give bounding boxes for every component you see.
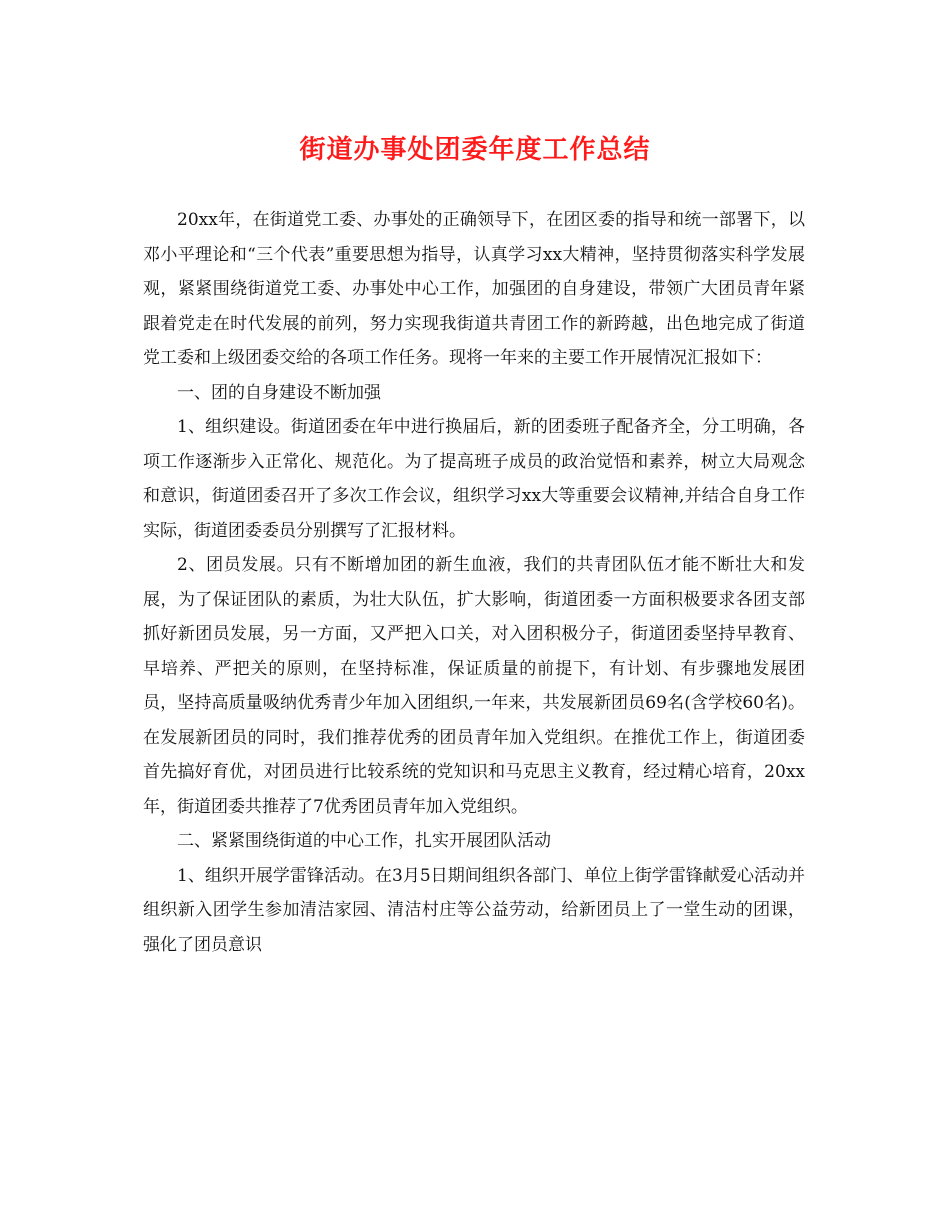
paragraph-organization: 1、组织建设。街道团委在年中进行换届后，新的团委班子配备齐全，分工明确，各项工作逐渐步入正常化、规范化。为了提高班子成员的政治觉悟和素养，树立大局观念和意识，街道团委召开了多次工作会议，组织学习xx大等重要会议精神,并结合自身工作实际，街道团委委员分别撰写了汇报材料。 [143,417,805,541]
paragraph-member-development: 2、团员发展。只有不断增加团的新生血液，我们的共青团队伍才能不断壮大和发展，为了保证团队的素质，为壮大队伍，扩大影响，街道团委一方面积极要求各团支部抓好新团员发展，另一方面，又严把入口关，对入团积极分子，街道团委坚持早教育、早培养、严把关的原则，在坚持标准，保证质量的前提下，有计划、有步骤地发展团员，坚持高质量吸纳优秀青少年加入团组织,一年来，共发展新团员69名(含学校60名)。在发展新团员的同时，我们推荐优秀的团员青年加入党组织。在推优工作上，街道团委首先搞好育优，对团员进行比较系统的党知识和马克思主义教育，经过精心培育，20xx年，街道团委共推荐了7优秀团员青年加入党组织。 [143,555,805,817]
paragraph-intro: 20xx年，在街道党工委、办事处的正确领导下，在团区委的指导和统一部署下，以邓小平理论和“三个代表”重要思想为指导，认真学习xx大精神，坚持贯彻落实科学发展观，紧紧围绕街道党工委、办事处中心工作，加强团的自身建设，带领广大团员青年紧跟着党走在时代发展的前列，努力实现我街道共青团工作的新跨越，出色地完成了街道党工委和上级团委交给的各项工作任务。现将一年来的主要工作开展情况汇报如下： [143,210,805,368]
document-body [143,203,805,962]
section-heading-1: 一、团的自身建设不断加强 [177,382,381,403]
section-heading-2: 二、紧紧围绕街道的中心工作，扎实开展团队活动 [177,831,551,851]
paragraph-leifeng-activity: 1、组织开展学雷锋活动。在3月5日期间组织各部门、单位上街学雷锋献爱心活动并组织新入团学生参加清洁家园、清洁村庄等公益劳动，给新团员上了一堂生动的团课，强化了团员意识 [143,865,805,955]
document-title: 街道办事处团委年度工作总结 [299,135,651,165]
